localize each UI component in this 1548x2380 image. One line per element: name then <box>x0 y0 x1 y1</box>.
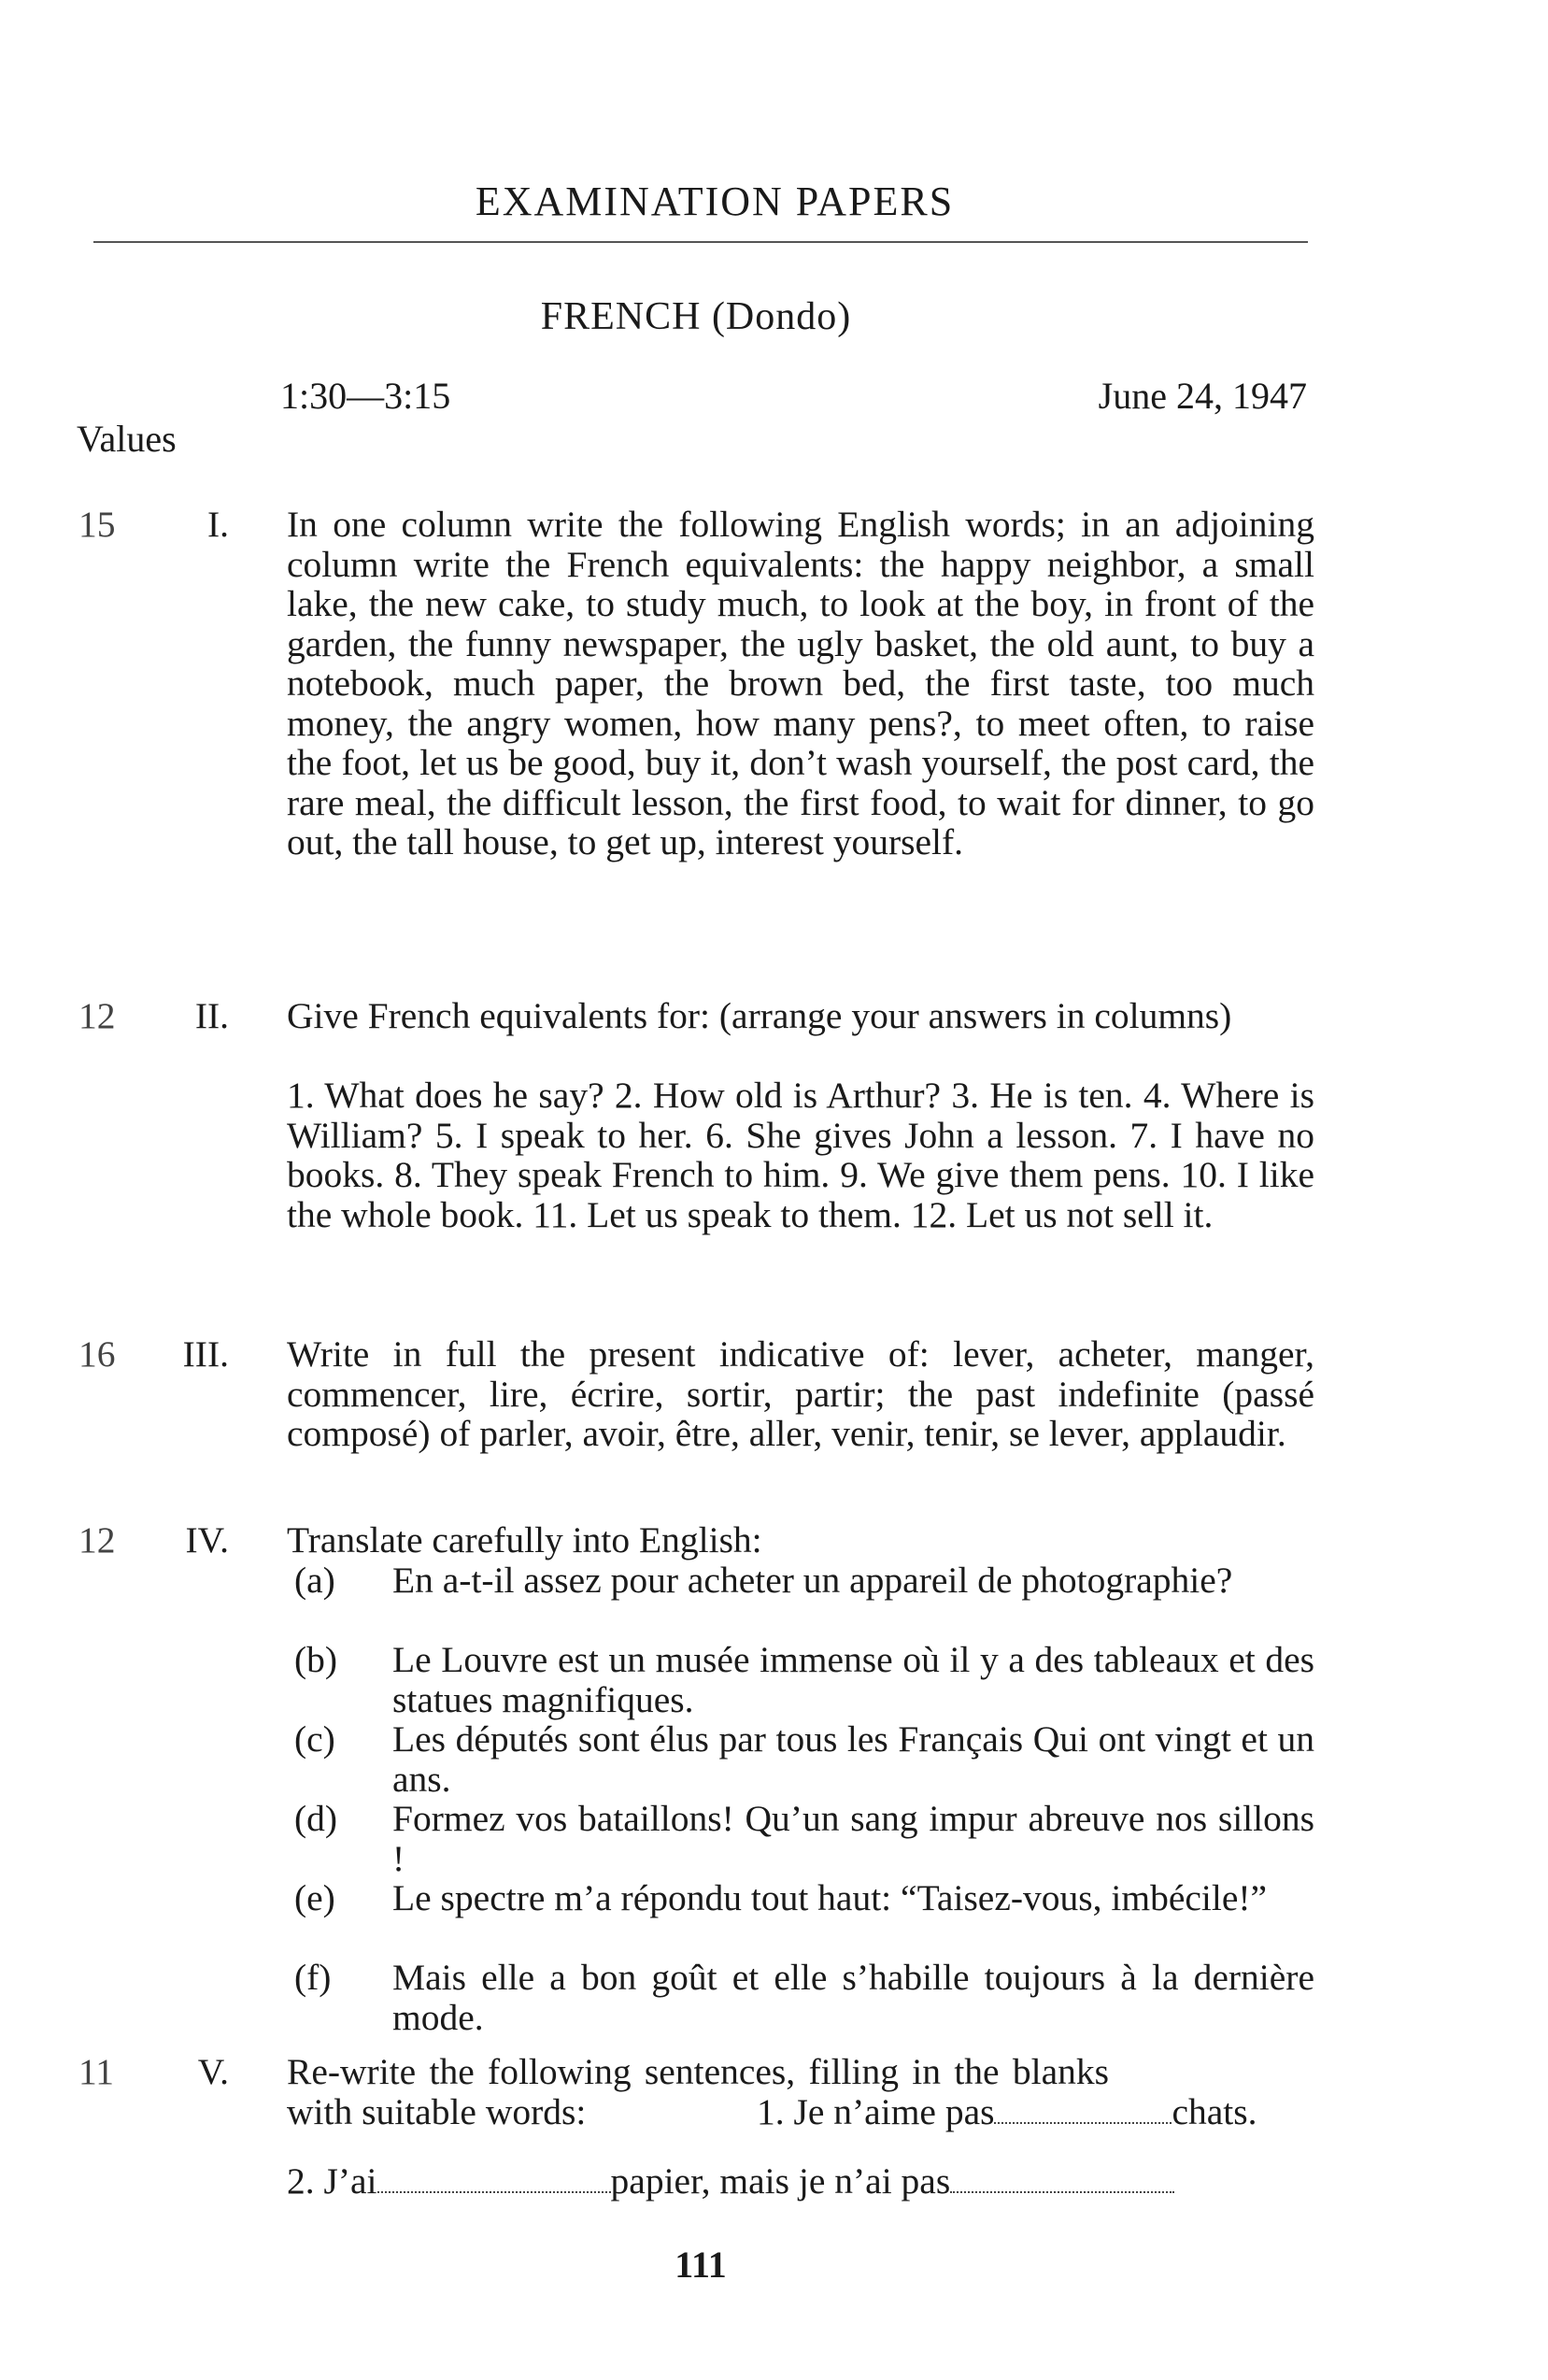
running-title: EXAMINATION PAPERS <box>475 178 955 224</box>
answer-blank <box>994 2094 1172 2124</box>
sub-item-text: Mais elle a bon goût et elle s’habille toujours à la dernière mode. <box>392 1957 1314 2038</box>
question-value: 15 <box>78 504 116 545</box>
sub-item-label: (a) <box>294 1560 335 1601</box>
exam-date: June 24, 1947 <box>1098 375 1307 417</box>
sub-item-text: Formez vos bataillons! Qu’un sang impur abreuve nos sillons ! <box>392 1798 1314 1879</box>
question-text: Translate carefully into English: <box>287 1519 762 1561</box>
values-column-heading: Values <box>77 418 177 460</box>
question-number: II. <box>194 995 229 1036</box>
exam-time: 1:30—3:15 <box>280 375 451 417</box>
question-number: I. <box>206 504 229 545</box>
question-text: In one column write the following English words; in an adjoining column write the French equivalents: the happy neighbor, a small lake, the new cake, to study much, to look at the boy, in front of the garden, the funny newspaper, the ugly basket, the old aunt, to buy a notebook, much paper, the brown bed, the first taste, too much money, the angry women, how many pens?, to meet often, to raise the foot, let us be good, buy it, don’t wash yourself, the post card, the rare meal, the difficult lesson, the first food, to wait for dinner, to go out, the tall house, to get up, interest yourself. <box>287 504 1314 862</box>
answer-blank <box>377 2163 611 2193</box>
sentence-middle: papier, mais je n’ai pas <box>610 2160 951 2202</box>
question-text: Write in full the present indicative of: lever, acheter, manger, commencer, lire, écrire, sortir, partir; the past indefinite (passé composé) of parler, avoir, être, aller, venir, tenir, se lever, applaudir. <box>287 1333 1314 1454</box>
sub-item-text: En a-t-il assez pour acheter un appareil de photographie? <box>392 1560 1233 1601</box>
question-value: 11 <box>78 2051 115 2092</box>
sentence-start: 2. J’ai <box>287 2160 377 2202</box>
question-value: 12 <box>78 995 116 1036</box>
question-text: Give French equivalents for: (arrange your answers in columns) <box>287 995 1232 1036</box>
header-rule <box>93 241 1308 243</box>
sub-item-text: Le spectre m’a répondu tout haut: “Taisez-vous, imbécile!” <box>392 1877 1268 1918</box>
question-value: 16 <box>78 1333 116 1375</box>
answer-blank <box>950 2163 1174 2193</box>
sub-item-label: (f) <box>294 1957 332 1998</box>
subject-heading: FRENCH (Dondo) <box>540 295 852 338</box>
sentence-end: chats. <box>1172 2091 1257 2132</box>
sub-item-text: Les députés sont élus par tous les Français Qui ont vingt et un ans. <box>392 1718 1314 1800</box>
fill-sentence-2 <box>287 2161 1314 2202</box>
question-text: Re-write the following sentences, filling in the blanks with suitable words: <box>287 2051 1109 2132</box>
sentence-start: 1. Je n’aime pas <box>757 2091 995 2132</box>
question-number: III. <box>182 1333 229 1375</box>
question-items-text: 1. What does he say? 2. How old is Arthur? 3. He is ten. 4. Where is William? 5. I speak to her. 6. She gives John a lesson. 7. I have no books. 8. They speak French to him. 9. We give them pens. 10. I like the whole book. 11. Let us speak to them. 12. Let us not sell it. <box>287 1075 1314 1235</box>
page-number: 111 <box>675 2244 727 2286</box>
fill-sentence-1 <box>757 2092 1317 2132</box>
sub-item-label: (b) <box>294 1639 338 1680</box>
sub-item-text: Le Louvre est un musée immense où il y a des tableaux et des statues magnifiques. <box>392 1639 1314 1720</box>
question-value: 12 <box>78 1519 116 1561</box>
question-number: IV. <box>185 1519 229 1561</box>
sub-item-label: (c) <box>294 1718 335 1760</box>
sub-item-label: (d) <box>294 1798 338 1839</box>
question-number: V. <box>197 2051 229 2092</box>
sub-item-label: (e) <box>294 1877 335 1918</box>
